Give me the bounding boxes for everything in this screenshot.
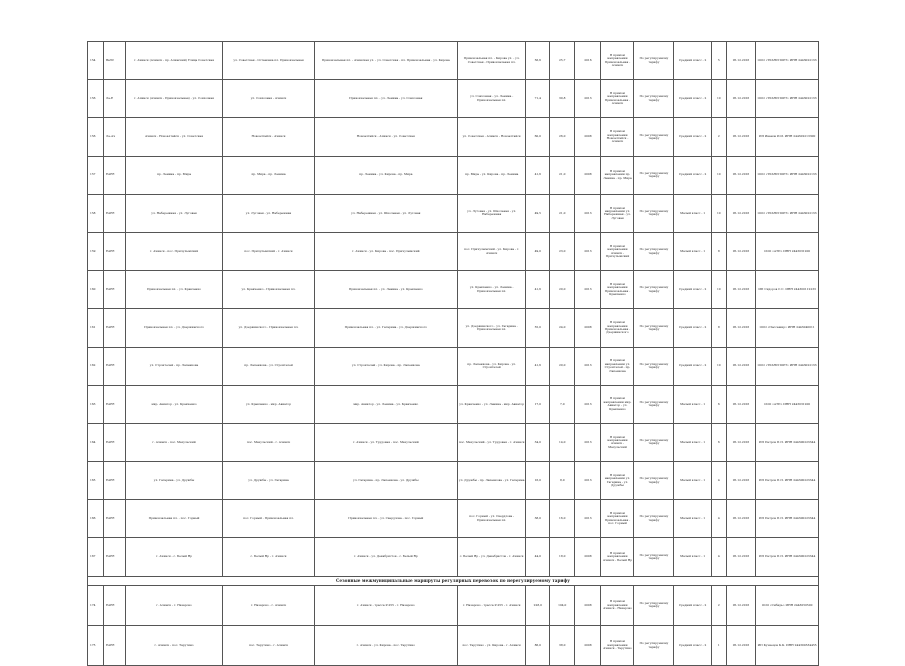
carrier-info-cell: ООО «Сибирь» ИНН 2443050500 — [756, 585, 819, 625]
open-year-cell: 2008 — [575, 626, 601, 666]
boarding-order-cell: В прямом направлении Привокзальная - Дзержинского — [601, 309, 634, 347]
tariff-type-cell: По регулируемому тарифу — [634, 385, 674, 423]
route-code-cell: ЕАЕЕ — [103, 156, 125, 194]
streets-backward-cell: ул. Советская - Ачинск - Новоалтайск — [458, 118, 526, 156]
route-name-cell: г. Ачинск - пос. Мазульский — [125, 423, 223, 461]
tariff-type-cell: По регулируемому тарифу — [634, 42, 674, 80]
start-date-cell: 05.12.2016 — [726, 42, 756, 80]
tariff-type-cell: По регулируемому тарифу — [634, 80, 674, 118]
vehicle-count-cell: 5 — [711, 42, 726, 80]
boarding-order-cell: В прямом направлении Новоалтайск - Ачинск — [601, 118, 634, 156]
tariff-type-cell: По регулируемому тарифу — [634, 538, 674, 576]
carrier-info-cell: ООО «ТРАНСПОРТ» ИНН 2443022133 — [756, 194, 819, 232]
route-number-cell: 156 — [88, 118, 104, 156]
vehicle-class-cell: Средний класс - 2 — [674, 42, 712, 80]
streets-backward-cell: ул. Кравченко - ул. Ленина - мкр. Авиатор — [458, 385, 526, 423]
streets-backward-cell: ул. Кравченко - ул. Ленина - Привокзальная пл. — [458, 271, 526, 309]
streets-backward-cell: г. Назарово - трасса Р-255 - г. Ачинск — [458, 585, 526, 625]
route-code-cell: Ле-Ач — [103, 118, 125, 156]
vehicle-class-cell: Средний класс - 2 — [674, 585, 712, 625]
streets-forward-cell: ул. Строителей - ул. Кирова - пр. Лапенкова — [314, 347, 457, 385]
streets-forward-cell: Новоалтайск - Ачинск - ул. Советская — [314, 118, 457, 156]
route-code-cell: ЕАЕЕ — [103, 423, 125, 461]
streets-backward-cell: пр. Лапенкова - ул. Кирова - ул. Строителей — [458, 347, 526, 385]
route-code-cell: ЕАЕЕ — [103, 626, 125, 666]
streets-forward-cell: г. Ачинск - ул. Кирова - пос. Тарутино — [314, 626, 457, 666]
route-number-cell: 165 — [88, 462, 104, 500]
tariff-type-cell: По регулируемому тарифу — [634, 423, 674, 461]
tariff-type-cell: По регулируемому тарифу — [634, 585, 674, 625]
length-forward-cell: 60,0 — [526, 118, 550, 156]
length-backward-cell: 18,0 — [550, 538, 575, 576]
vehicle-class-cell: Средний класс - 2 — [674, 118, 712, 156]
boarding-order-cell: В прямом направлении ул. Строителей - пр. Лапенкова — [601, 347, 634, 385]
length-backward-cell: 20,0 — [550, 271, 575, 309]
open-year-cell: 2013 — [575, 80, 601, 118]
open-year-cell: 2013 — [575, 232, 601, 270]
open-year-cell: 2013 — [575, 423, 601, 461]
length-forward-cell: 56,6 — [526, 42, 550, 80]
table-row — [88, 271, 819, 309]
length-backward-cell: 21,0 — [550, 156, 575, 194]
streets-backward-cell: пр. Мира - ул. Кирова - пр. Ленина — [458, 156, 526, 194]
open-year-cell: 2013 — [575, 385, 601, 423]
vehicle-count-cell: 1 — [711, 626, 726, 666]
start-date-cell: 05.12.2016 — [726, 585, 756, 625]
table-row — [88, 156, 819, 194]
open-year-cell: 2008 — [575, 538, 601, 576]
streets-backward-cell: пос. Горный - ул. Свердлова - Привокзальная пл. — [458, 500, 526, 538]
length-forward-cell: 41,6 — [526, 271, 550, 309]
streets-forward-cell: Привокзальная пл. - ул. Ленина - ул. Кравченко — [314, 271, 457, 309]
tariff-type-cell: По регулируемому тарифу — [634, 194, 674, 232]
table-row — [88, 309, 819, 347]
boarding-order-cell: В прямом направлении Ачинск - Белый Яр — [601, 538, 634, 576]
carrier-info-cell: ИП Петров П.П. ИНН 244300223344 — [756, 462, 819, 500]
streets-backward-cell: ул. Луговая - ул. Школьная - ул. Набережная — [458, 194, 526, 232]
vehicle-class-cell: Малый класс - 1 — [674, 385, 712, 423]
route-number-cell: 162 — [88, 347, 104, 385]
start-date-cell: 05.12.2016 — [726, 232, 756, 270]
vehicle-count-cell: 10 — [711, 271, 726, 309]
length-backward-cell: 25,7 — [550, 42, 575, 80]
length-forward-cell: 55,0 — [526, 309, 550, 347]
carrier-info-cell: ИП Сидоров С.С. ИНН 244300112233 — [756, 271, 819, 309]
boarding-order-cell: В прямом направлении ул. Гагарина - ул. Дружбы — [601, 462, 634, 500]
streets-backward-cell: пос. Мазульский - ул. Трудовая - г. Ачинск — [458, 423, 526, 461]
section-heading-row — [88, 576, 819, 585]
boarding-order-cell: В прямом направлении мкр. Авиатор - ул. Кравченко — [601, 385, 634, 423]
start-date-cell: 05.12.2016 — [726, 462, 756, 500]
stops-list-cell: ул. Дружбы - ул. Гагарина — [223, 462, 314, 500]
route-code-cell: ЕАЕЕ — [103, 194, 125, 232]
start-date-cell: 05.12.2016 — [726, 500, 756, 538]
vehicle-count-cell: 4 — [711, 462, 726, 500]
vehicle-class-cell: Малый класс - 1 — [674, 538, 712, 576]
streets-backward-cell: пос. Причулымский - ул. Кирова - г. Ачинск — [458, 232, 526, 270]
table-row — [88, 385, 819, 423]
boarding-order-cell: В прямом направлении Привокзальная - Ачинск — [601, 80, 634, 118]
tariff-type-cell: По регулируемому тарифу — [634, 156, 674, 194]
streets-backward-cell: ул. Совхозная - ул. Ленина - Привокзальная пл. — [458, 80, 526, 118]
length-backward-cell: 8,0 — [550, 462, 575, 500]
stops-list-cell: ул. Кравченко - Привокзальная пл. — [223, 271, 314, 309]
length-forward-cell: 49,0 — [526, 232, 550, 270]
vehicle-class-cell: Средний класс - 2 — [674, 271, 712, 309]
stops-list-cell: ул. Советская - Остановка пл. Привокзальная — [223, 42, 314, 80]
vehicle-count-cell: 6 — [711, 423, 726, 461]
route-code-cell: ЕАЕЕ — [103, 538, 125, 576]
start-date-cell: 05.12.2016 — [726, 538, 756, 576]
stops-list-cell: пр. Мира - пр. Ленина — [223, 156, 314, 194]
table-row — [88, 500, 819, 538]
start-date-cell: 05.12.2016 — [726, 309, 756, 347]
carrier-info-cell: ИП Петров П.П. ИНН 244300223344 — [756, 538, 819, 576]
streets-forward-cell: Привокзальная пл. - Ачинская ул. - ул. Советская - пл. Привокзальная - ул. Кирова — [314, 42, 457, 80]
route-number-cell: 163 — [88, 385, 104, 423]
vehicle-count-cell: 10 — [711, 156, 726, 194]
route-name-cell: мкр. Авиатор - ул. Кравченко — [125, 385, 223, 423]
route-number-cell: 161 — [88, 309, 104, 347]
table-row — [88, 538, 819, 576]
table-row — [88, 118, 819, 156]
route-name-cell: ул. Гагарина - ул. Дружбы — [125, 462, 223, 500]
length-forward-cell: 49,5 — [526, 194, 550, 232]
route-number-cell: 167 — [88, 538, 104, 576]
table-row — [88, 423, 819, 461]
tariff-type-cell: По регулируемому тарифу — [634, 500, 674, 538]
route-number-cell: 175 — [88, 626, 104, 666]
vehicle-count-cell: 10 — [711, 194, 726, 232]
vehicle-count-cell: 10 — [711, 80, 726, 118]
vehicle-count-cell: 2 — [711, 118, 726, 156]
stops-list-cell: пр. Лапенкова - ул. Строителей — [223, 347, 314, 385]
route-code-cell: ВаЭС — [103, 42, 125, 80]
vehicle-class-cell: Средний класс - 2 — [674, 156, 712, 194]
streets-forward-cell: ул. Набережная - ул. Школьная - ул. Луговая — [314, 194, 457, 232]
carrier-info-cell: ООО «Пассажир» ИНН 2443040011 — [756, 309, 819, 347]
stops-list-cell: пос. Горный - Привокзальная пл. — [223, 500, 314, 538]
vehicle-count-cell: 6 — [711, 385, 726, 423]
route-number-cell: 166 — [88, 500, 104, 538]
route-code-cell: Ле-Е — [103, 80, 125, 118]
route-name-cell: г. Ачинск - пос. Причулымский — [125, 232, 223, 270]
open-year-cell: 2013 — [575, 500, 601, 538]
boarding-order-cell: В прямом направлении Ачинск - Назарово — [601, 585, 634, 625]
vehicle-count-cell: 8 — [711, 232, 726, 270]
vehicle-class-cell: Средний класс - 2 — [674, 626, 712, 666]
carrier-info-cell: ИП Кузнецов К.К. ИНН 244300334455 — [756, 626, 819, 666]
boarding-order-cell: В прямом направлении Привокзальная - Кравченко — [601, 271, 634, 309]
carrier-info-cell: ИП Иванов И.И. ИНН 244302213300 — [756, 118, 819, 156]
registry-table — [87, 41, 819, 666]
open-year-cell: 2013 — [575, 347, 601, 385]
route-number-cell: 158 — [88, 194, 104, 232]
vehicle-class-cell: Малый класс - 1 — [674, 462, 712, 500]
length-forward-cell: 44,0 — [526, 538, 550, 576]
route-code-cell: ЕАЕЕ — [103, 271, 125, 309]
route-number-cell: 159 — [88, 232, 104, 270]
length-backward-cell: 24,0 — [550, 309, 575, 347]
route-code-cell: ЕАЕЕ — [103, 585, 125, 625]
open-year-cell: 2008 — [575, 156, 601, 194]
table-row — [88, 347, 819, 385]
stops-list-cell: ул. Луговая - ул. Набережная — [223, 194, 314, 232]
length-forward-cell: 228,0 — [526, 585, 550, 625]
vehicle-class-cell: Средний класс - 2 — [674, 309, 712, 347]
table-row — [88, 42, 819, 80]
route-name-cell: Привокзальная пл. - пос. Горный — [125, 500, 223, 538]
streets-forward-cell: пр. Ленина - ул. Кирова - пр. Мира — [314, 156, 457, 194]
length-forward-cell: 34,0 — [526, 423, 550, 461]
streets-forward-cell: г. Ачинск - ул. Трудовая - пос. Мазульский — [314, 423, 457, 461]
length-forward-cell: 38,0 — [526, 500, 550, 538]
streets-forward-cell: г. Ачинск - трасса Р-255 - г. Назарово — [314, 585, 457, 625]
tariff-type-cell: По регулируемому тарифу — [634, 118, 674, 156]
tariff-type-cell: По регулируемому тарифу — [634, 626, 674, 666]
start-date-cell: 05.12.2016 — [726, 626, 756, 666]
length-forward-cell: 71,4 — [526, 80, 550, 118]
table-row — [88, 626, 819, 666]
boarding-order-cell: В прямом направлении Ачинск - Тарутино — [601, 626, 634, 666]
table-row — [88, 232, 819, 270]
stops-list-cell: пос. Тарутино - г. Ачинск — [223, 626, 314, 666]
stops-list-cell: пос. Причулымский - г. Ачинск — [223, 232, 314, 270]
length-backward-cell: 30,8 — [550, 80, 575, 118]
boarding-order-cell: В прямом направлении Ачинск - Мазульский — [601, 423, 634, 461]
section-heading: Сезонные межмуниципальные маршруты регулярных перевозок по нерегулируемому тарифу — [88, 576, 819, 585]
table-row — [88, 585, 819, 625]
length-forward-cell: 16,0 — [526, 462, 550, 500]
tariff-type-cell: По регулируемому тарифу — [634, 347, 674, 385]
length-backward-cell: 16,0 — [550, 500, 575, 538]
route-code-cell: ЕАЕЕ — [103, 462, 125, 500]
route-code-cell: ЕАЕЕ — [103, 500, 125, 538]
vehicle-class-cell: Средний класс - 2 — [674, 347, 712, 385]
route-name-cell: г. Ачинск - с. Белый Яр — [125, 538, 223, 576]
open-year-cell: 2013 — [575, 271, 601, 309]
boarding-order-cell: В прямом направлении Привокзальная - пос. Горный — [601, 500, 634, 538]
vehicle-count-cell: 4 — [711, 538, 726, 576]
vehicle-count-cell: 8 — [711, 309, 726, 347]
stops-list-cell: ул. Совхозная - Ачинск — [223, 80, 314, 118]
carrier-info-cell: ООО «ТРАНСПОРТ» ИНН 2443022133 — [756, 156, 819, 194]
route-name-cell: Ачинск - Новоалтайск - ул. Советская — [125, 118, 223, 156]
table-row — [88, 194, 819, 232]
stops-list-cell: г. Назарово - г. Ачинск — [223, 585, 314, 625]
vehicle-count-cell: 2 — [711, 585, 726, 625]
vehicle-class-cell: Средний класс - 2 — [674, 80, 712, 118]
table-row — [88, 462, 819, 500]
route-name-cell: г. Ачинск - г. Назарово — [125, 585, 223, 625]
open-year-cell: 2008 — [575, 118, 601, 156]
open-year-cell: 2013 — [575, 462, 601, 500]
start-date-cell: 05.12.2016 — [726, 423, 756, 461]
open-year-cell: 2016 — [575, 42, 601, 80]
start-date-cell: 05.12.2016 — [726, 156, 756, 194]
streets-backward-cell: пос. Тарутино - ул. Кирова - г. Ачинск — [458, 626, 526, 666]
streets-backward-cell: ул. Дружбы - пр. Лапенкова - ул. Гагарина — [458, 462, 526, 500]
table-row — [88, 80, 819, 118]
start-date-cell: 05.12.2016 — [726, 118, 756, 156]
route-number-cell: 156 — [88, 80, 104, 118]
carrier-info-cell: ООО «АТП» ИНН 2443031200 — [756, 232, 819, 270]
stops-list-cell: ул. Кравченко - мкр. Авиатор — [223, 385, 314, 423]
streets-forward-cell: Привокзальная пл. - ул. Свердлова - пос. Горный — [314, 500, 457, 538]
route-code-cell: ЕАЕЕ — [103, 385, 125, 423]
vehicle-class-cell: Малый класс - 1 — [674, 423, 712, 461]
streets-forward-cell: ул. Гагарина - пр. Лапенкова - ул. Дружбы — [314, 462, 457, 500]
vehicle-class-cell: Малый класс - 1 — [674, 194, 712, 232]
tariff-type-cell: По регулируемому тарифу — [634, 232, 674, 270]
route-name-cell: ул. Строителей - пр. Лапенкова — [125, 347, 223, 385]
route-name-cell: Привокзальная пл. - ул. Кравченко — [125, 271, 223, 309]
tariff-type-cell: По регулируемому тарифу — [634, 271, 674, 309]
carrier-info-cell: ООО «ТРАНСПОРТ» ИНН 2443022133 — [756, 42, 819, 80]
route-code-cell: ЕАЕЕ — [103, 347, 125, 385]
route-name-cell: пр. Ленина - пр. Мира — [125, 156, 223, 194]
streets-backward-cell: с. Белый Яр - ул. Декабристов - г. Ачинск — [458, 538, 526, 576]
streets-backward-cell: ул. Дзержинского - ул. Гагарина - Привокзальная пл. — [458, 309, 526, 347]
length-backward-cell: 7,0 — [550, 385, 575, 423]
stops-list-cell: с. Белый Яр - г. Ачинск — [223, 538, 314, 576]
streets-forward-cell: г. Ачинск - ул. Декабристов - с. Белый Яр — [314, 538, 457, 576]
start-date-cell: 05.12.2016 — [726, 385, 756, 423]
carrier-info-cell: ООО «ТРАНСПОРТ» ИНН 2443022133 — [756, 80, 819, 118]
vehicle-class-cell: Малый класс - 1 — [674, 232, 712, 270]
vehicle-class-cell: Малый класс - 1 — [674, 500, 712, 538]
vehicle-count-cell: 4 — [711, 500, 726, 538]
start-date-cell: 05.12.2016 — [726, 80, 756, 118]
route-name-cell: ул. Набережная - ул. Луговая — [125, 194, 223, 232]
route-number-cell: 160 — [88, 271, 104, 309]
open-year-cell: 2008 — [575, 309, 601, 347]
start-date-cell: 05.12.2016 — [726, 194, 756, 232]
length-backward-cell: 20,0 — [550, 347, 575, 385]
open-year-cell: 2008 — [575, 585, 601, 625]
tariff-type-cell: По регулируемому тарифу — [634, 462, 674, 500]
streets-forward-cell: г. Ачинск - ул. Кирова - пос. Причулымский — [314, 232, 457, 270]
stops-list-cell: ул. Дзержинского - Привокзальная пл. — [223, 309, 314, 347]
length-backward-cell: 21,0 — [550, 194, 575, 232]
boarding-order-cell: В прямом направлении пр. Ленина - пр. Мира — [601, 156, 634, 194]
boarding-order-cell: В прямом направлении Ачинск - Причулымский — [601, 232, 634, 270]
length-forward-cell: 41,6 — [526, 156, 550, 194]
streets-forward-cell: Привокзальная пл. - ул. Ленина - ул. Совхозная — [314, 80, 457, 118]
route-number-cell: 157 — [88, 156, 104, 194]
route-code-cell: ЕАЕЕ — [103, 309, 125, 347]
carrier-info-cell: ИП Петров П.П. ИНН 244300223344 — [756, 423, 819, 461]
carrier-info-cell: ООО «АТП» ИНН 2443031200 — [756, 385, 819, 423]
route-number-cell: 164 — [88, 423, 104, 461]
length-backward-cell: 14,0 — [550, 423, 575, 461]
length-backward-cell: 23,0 — [550, 232, 575, 270]
route-name-cell: г. Ачинск (Ачинск - пр. Ачинский) Улица Советская — [125, 42, 223, 80]
tariff-type-cell: По регулируемому тарифу — [634, 309, 674, 347]
length-forward-cell: 17,0 — [526, 385, 550, 423]
stops-list-cell: пос. Мазульский - г. Ачинск — [223, 423, 314, 461]
length-backward-cell: 104,0 — [550, 585, 575, 625]
route-name-cell: г. Ачинск - пос. Тарутино — [125, 626, 223, 666]
start-date-cell: 05.12.2016 — [726, 271, 756, 309]
streets-forward-cell: Привокзальная пл. - ул. Гагарина - ул. Дзержинского — [314, 309, 457, 347]
length-backward-cell: 26,0 — [550, 118, 575, 156]
route-number-cell: 154 — [88, 42, 104, 80]
streets-backward-cell: Привокзальная пл. - Кирова ул. - ул. Советская - Привокзальная пл. — [458, 42, 526, 80]
open-year-cell: 2013 — [575, 194, 601, 232]
streets-forward-cell: мкр. Авиатор - ул. Ленина - ул. Кравченко — [314, 385, 457, 423]
route-code-cell: ЕАЕЕ — [103, 232, 125, 270]
length-backward-cell: 38,0 — [550, 626, 575, 666]
start-date-cell: 05.12.2016 — [726, 347, 756, 385]
route-name-cell: Привокзальная пл. - ул. Дзержинского — [125, 309, 223, 347]
boarding-order-cell: В прямом направлении ул. Набережная - ул. Луговая — [601, 194, 634, 232]
stops-list-cell: Новоалтайск - Ачинск — [223, 118, 314, 156]
vehicle-count-cell: 10 — [711, 347, 726, 385]
route-number-cell: 174 — [88, 585, 104, 625]
length-forward-cell: 41,6 — [526, 347, 550, 385]
length-forward-cell: 86,0 — [526, 626, 550, 666]
carrier-info-cell: ООО «ТРАНСПОРТ» ИНН 2443022133 — [756, 347, 819, 385]
route-name-cell: г. Ачинск (Ачинск - Привокзальная) - ул. Совхозная — [125, 80, 223, 118]
carrier-info-cell: ИП Петров П.П. ИНН 244300223344 — [756, 500, 819, 538]
boarding-order-cell: В прямом направлении Привокзальная - Ачинск — [601, 42, 634, 80]
